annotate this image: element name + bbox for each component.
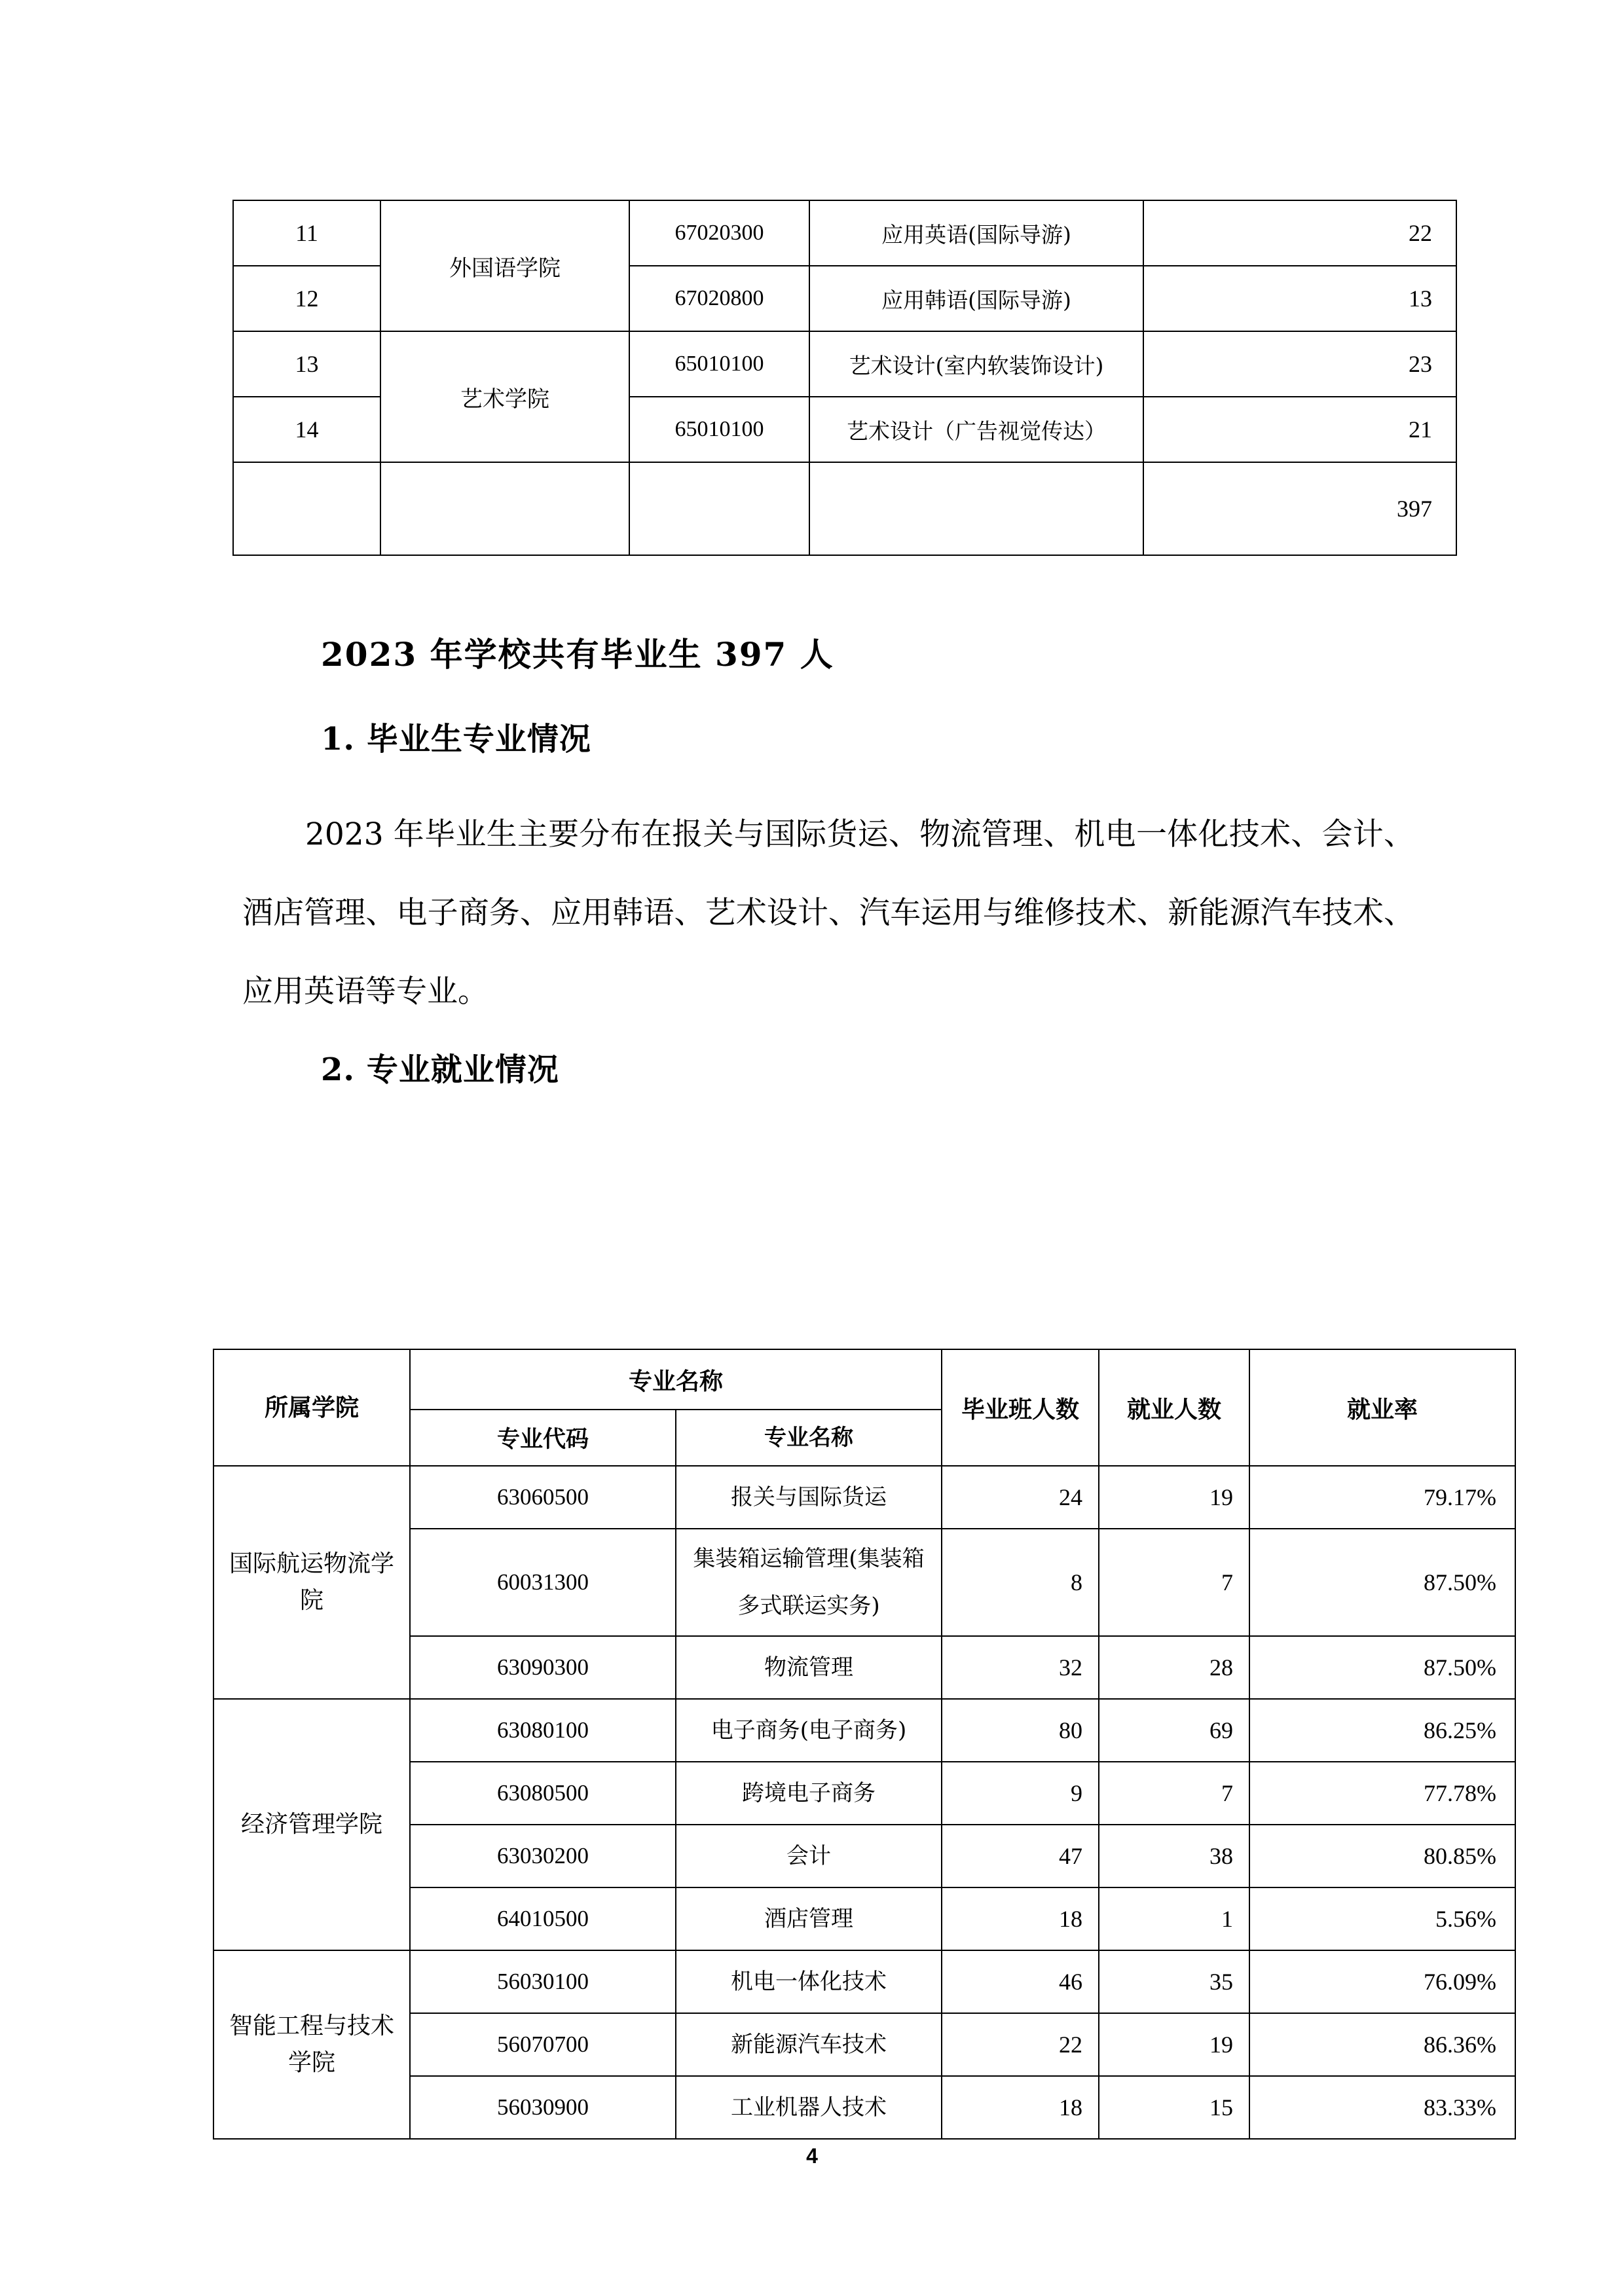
major-code: 63060500 (410, 1466, 676, 1529)
major-name: 物流管理 (676, 1636, 942, 1699)
major-name: 跨境电子商务 (676, 1762, 942, 1825)
major-code: 56070700 (410, 2013, 676, 2076)
major-code: 65010100 (629, 331, 809, 397)
major-name: 酒店管理 (676, 1887, 942, 1950)
header-college: 所属学院 (213, 1349, 410, 1466)
table-row (213, 1699, 1515, 1762)
row-index: 11 (233, 200, 380, 266)
employment-rate: 5.56% (1249, 1887, 1515, 1950)
employed-count: 7 (1099, 1762, 1249, 1825)
major-code: 60031300 (410, 1529, 676, 1636)
subsection-heading-employment-overview: 2. 专业就业情况 (321, 1051, 559, 1088)
major-name: 应用韩语(国际导游) (809, 266, 1143, 331)
employment-rate: 79.17% (1249, 1466, 1515, 1529)
major-code: 56030900 (410, 2076, 676, 2139)
grad-count: 32 (942, 1636, 1099, 1699)
total-graduate-count: 397 (1143, 462, 1456, 555)
table-row (213, 1950, 1515, 2013)
employed-count: 15 (1099, 2076, 1249, 2139)
total-code (629, 462, 809, 555)
subsection-heading-major-overview: 1. 毕业生专业情况 (321, 721, 591, 757)
college-cell-arts: 艺术学院 (380, 331, 629, 462)
grad-count: 18 (942, 2076, 1099, 2139)
employed-count: 7 (1099, 1529, 1249, 1636)
row-index: 14 (233, 397, 380, 462)
major-code: 64010500 (410, 1887, 676, 1950)
header-employment-rate: 就业率 (1249, 1349, 1515, 1466)
major-name: 电子商务(电子商务) (676, 1699, 942, 1762)
employed-count: 19 (1099, 1466, 1249, 1529)
employed-count: 69 (1099, 1699, 1249, 1762)
employed-count: 1 (1099, 1887, 1249, 1950)
table-row (213, 1466, 1515, 1529)
major-name: 艺术设计(室内软装饰设计) (809, 331, 1143, 397)
grad-count: 46 (942, 1950, 1099, 2013)
major-name: 工业机器人技术 (676, 2076, 942, 2139)
major-name: 机电一体化技术 (676, 1950, 942, 2013)
employed-count: 38 (1099, 1825, 1249, 1887)
row-index: 12 (233, 266, 380, 331)
major-name: 会计 (676, 1825, 942, 1887)
body-paragraph-major-distribution: 2023 年毕业生主要分布在报关与国际货运、物流管理、机电一体化技术、会计、酒店管理、电子商务、应用韩语、艺术设计、汽车运用与维修技术、新能源汽车技术、应用英语等专业。 (242, 816, 1414, 1010)
major-code: 63080100 (410, 1699, 676, 1762)
grad-count: 8 (942, 1529, 1099, 1636)
employed-count: 19 (1099, 2013, 1249, 2076)
major-name: 报关与国际货运 (676, 1466, 942, 1529)
college-cell-economics-management: 经济管理学院 (213, 1699, 410, 1950)
page-number: 4 (806, 2144, 818, 2168)
employment-rate: 80.85% (1249, 1825, 1515, 1887)
major-name: 应用英语(国际导游) (809, 200, 1143, 266)
employment-rate: 86.25% (1249, 1699, 1515, 1762)
major-code: 63030200 (410, 1825, 676, 1887)
employment-rate: 87.50% (1249, 1529, 1515, 1636)
major-name: 艺术设计（广告视觉传达） (809, 397, 1143, 462)
graduate-count: 22 (1143, 200, 1456, 266)
grad-count: 18 (942, 1887, 1099, 1950)
majors-table-container (232, 200, 1457, 556)
grad-count: 9 (942, 1762, 1099, 1825)
employment-rate: 86.36% (1249, 2013, 1515, 2076)
table-header-row-top (213, 1349, 1515, 1410)
graduate-count: 13 (1143, 266, 1456, 331)
grad-count: 24 (942, 1466, 1099, 1529)
employment-rate: 87.50% (1249, 1636, 1515, 1699)
grad-count: 47 (942, 1825, 1099, 1887)
table-row (233, 200, 1456, 266)
major-code: 63090300 (410, 1636, 676, 1699)
employment-rate: 83.33% (1249, 2076, 1515, 2139)
table-row (233, 331, 1456, 397)
total-college (380, 462, 629, 555)
employment-table (213, 1349, 1516, 2140)
employed-count: 35 (1099, 1950, 1249, 2013)
graduate-count: 23 (1143, 331, 1456, 397)
header-employed-count: 就业人数 (1099, 1349, 1249, 1466)
major-code: 56030100 (410, 1950, 676, 2013)
college-cell-shipping-logistics: 国际航运物流学院 (213, 1466, 410, 1699)
employed-count: 28 (1099, 1636, 1249, 1699)
grad-count: 22 (942, 2013, 1099, 2076)
header-grad-count: 毕业班人数 (942, 1349, 1099, 1466)
major-code: 67020800 (629, 266, 809, 331)
header-major-group: 专业名称 (410, 1349, 942, 1410)
major-code: 63080500 (410, 1762, 676, 1825)
major-code: 67020300 (629, 200, 809, 266)
college-cell-intelligent-engineering: 智能工程与技术学院 (213, 1950, 410, 2139)
majors-table (232, 200, 1457, 556)
employment-rate: 77.78% (1249, 1762, 1515, 1825)
major-code: 65010100 (629, 397, 809, 462)
employment-rate: 76.09% (1249, 1950, 1515, 2013)
graduate-count: 21 (1143, 397, 1456, 462)
section-heading-total-graduates: 2023 年学校共有毕业生 397 人 (321, 635, 834, 674)
major-name: 集装箱运输管理(集装箱多式联运实务) (676, 1529, 942, 1636)
header-major-code: 专业代码 (410, 1410, 676, 1466)
grad-count: 80 (942, 1699, 1099, 1762)
table-total-row (233, 462, 1456, 555)
row-index: 13 (233, 331, 380, 397)
college-cell-foreign-languages: 外国语学院 (380, 200, 629, 331)
major-name: 新能源汽车技术 (676, 2013, 942, 2076)
header-major-name: 专业名称 (676, 1410, 942, 1466)
employment-table-container (213, 1349, 1516, 2140)
total-index (233, 462, 380, 555)
total-major (809, 462, 1143, 555)
